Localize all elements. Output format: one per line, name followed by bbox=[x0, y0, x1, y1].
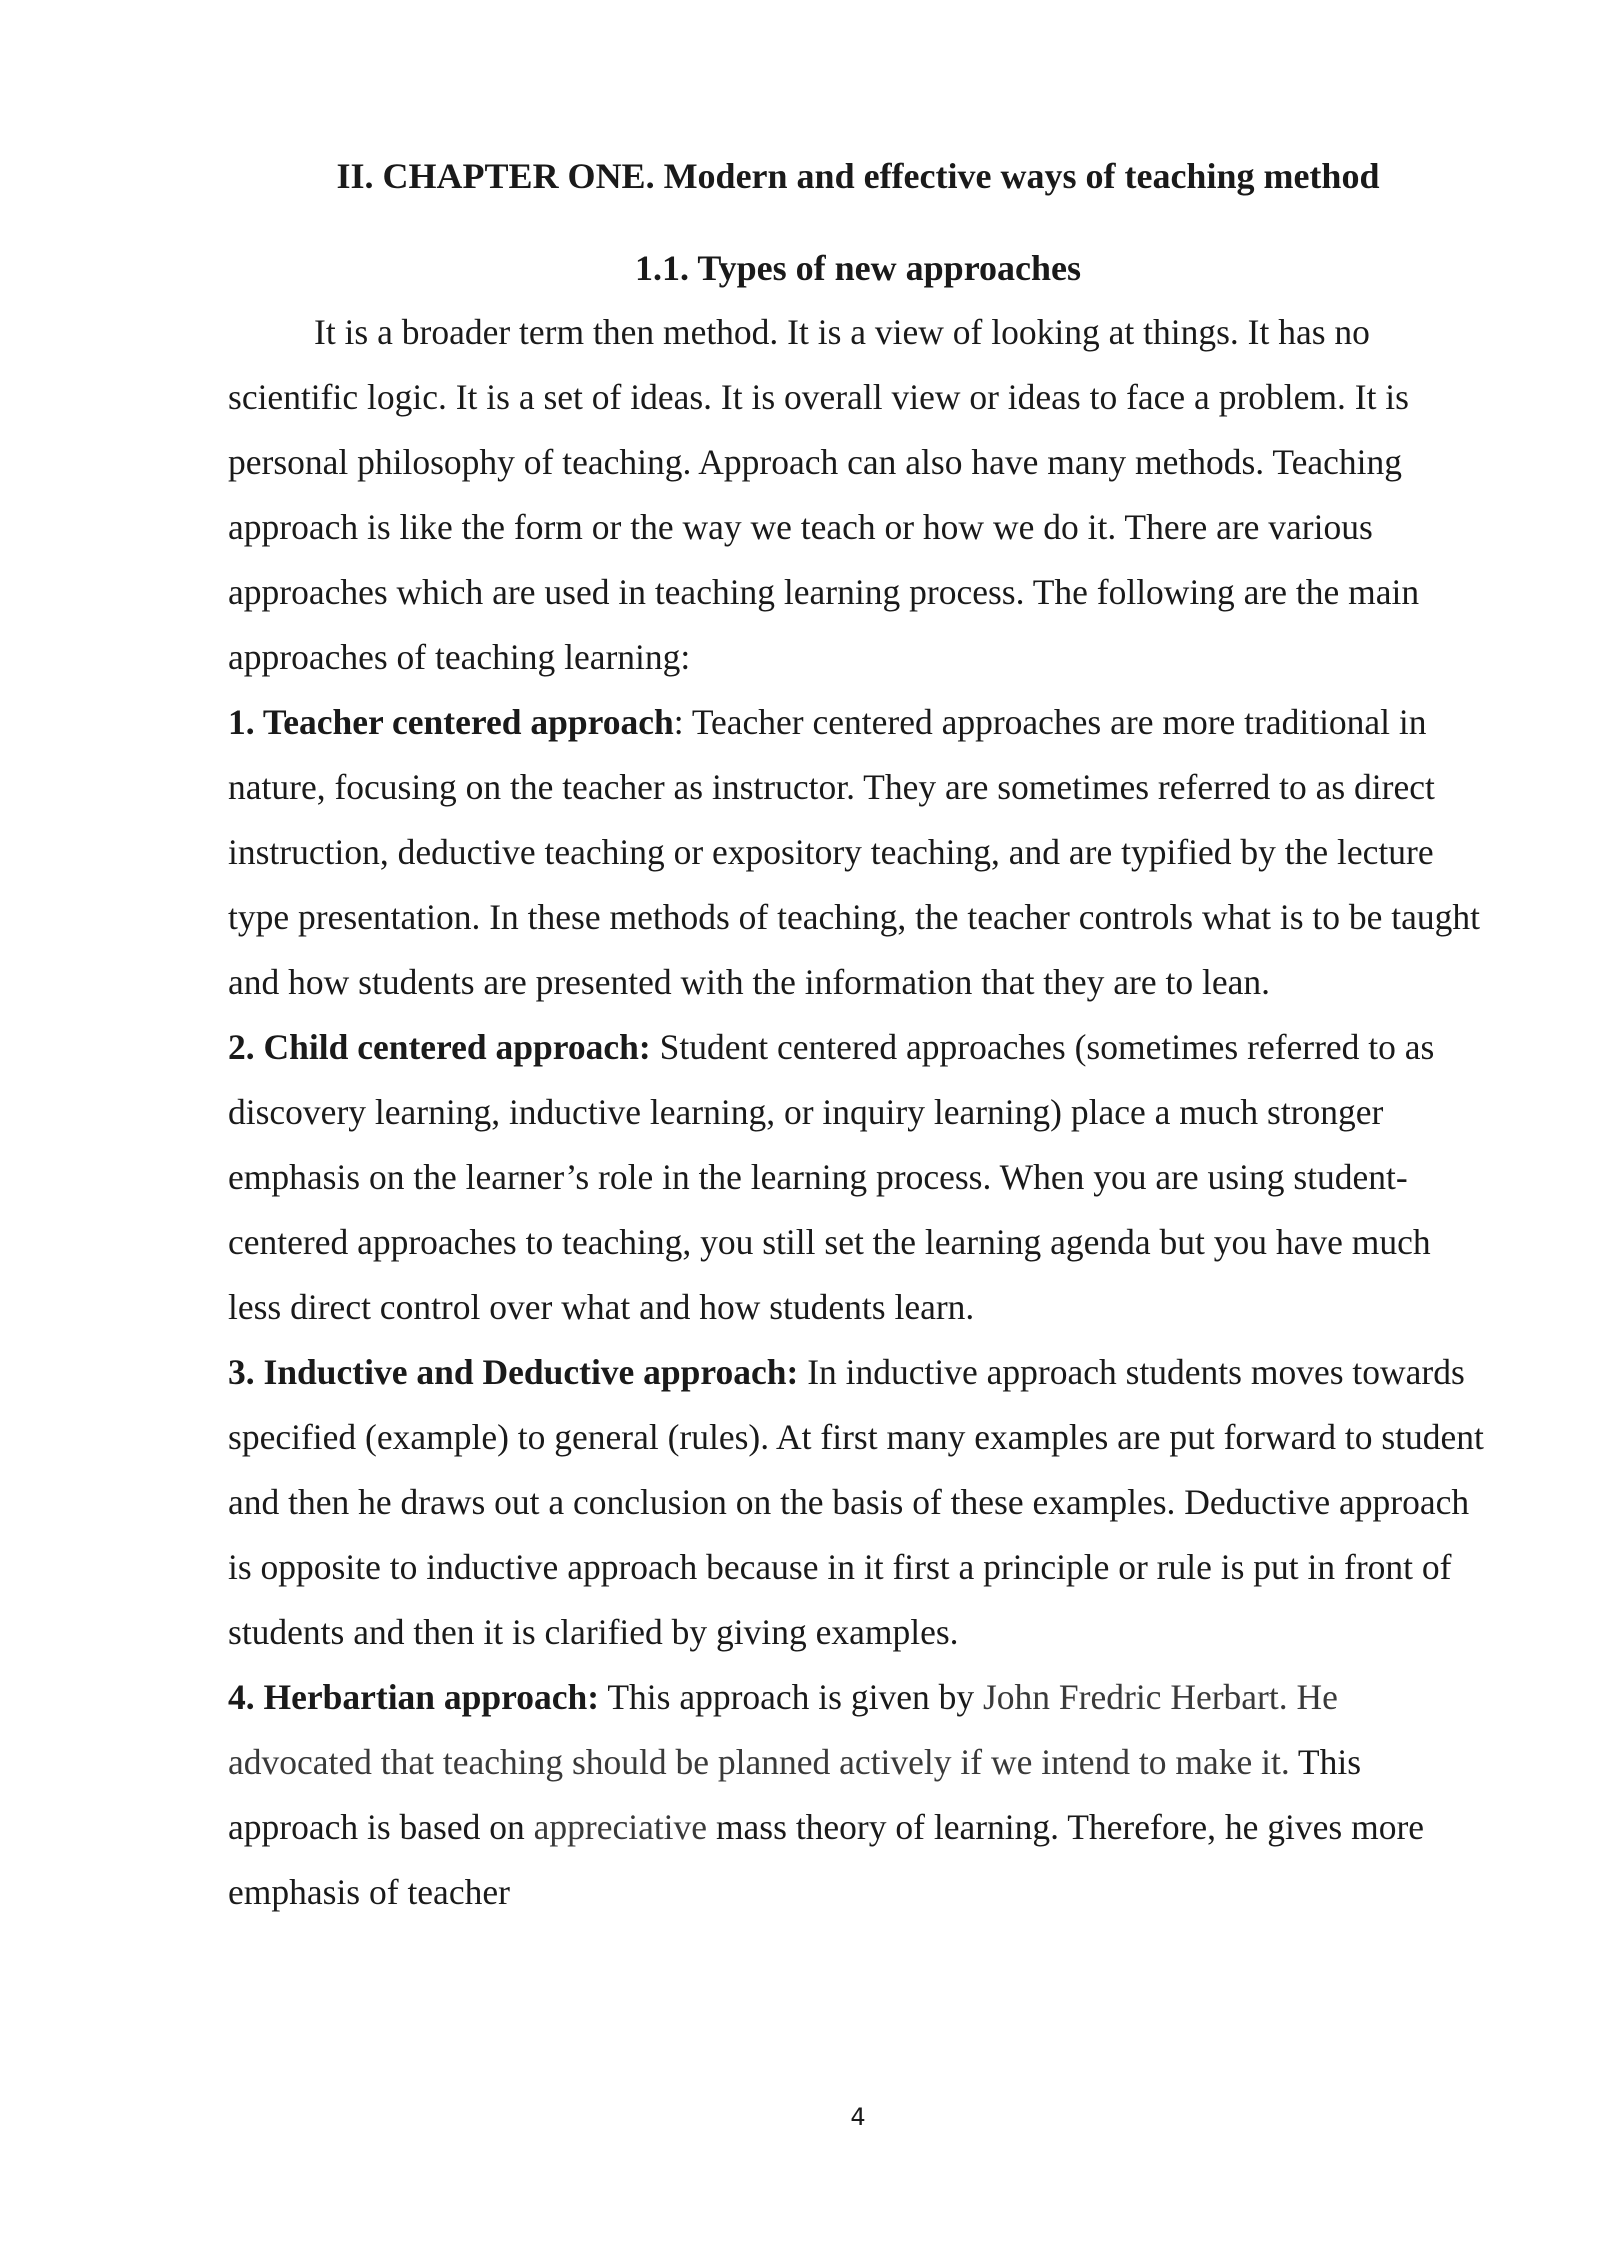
approach-description: In inductive approach students moves towards specified (example) to general (rules). At first many examples are put forward to student and then he draws out a conclusion on the basis of these examples. Deductive approach is opposite to inductive approach because in it first a principle or rule is put in front of students and then it is clarified by giving examples. bbox=[228, 1352, 1484, 1652]
page-number: 4 bbox=[850, 2103, 866, 2131]
approach-item-child-centered bbox=[228, 1015, 1484, 1340]
approach-term: 1. Teacher centered approach bbox=[228, 702, 674, 742]
approach-term: 2. Child centered approach: bbox=[228, 1027, 651, 1067]
document-body bbox=[228, 300, 1484, 1925]
approach-description-quote: John Fredric Herbart. He advocated that teaching should be planned actively if we intend to make it. bbox=[228, 1677, 1338, 1782]
chapter-title: II. CHAPTER ONE. Modern and effective ways of teaching method bbox=[336, 156, 1380, 196]
approach-item-teacher-centered bbox=[228, 690, 1484, 1015]
approach-description-part: mass theory of learning. Therefore, he gives more emphasis of teacher bbox=[228, 1807, 1425, 1912]
approach-description: : Teacher centered approaches are more traditional in nature, focusing on the teacher as instructor. They are sometimes referred to as direct instruction, deductive teaching or expository teaching, and are typified by the lecture type presentation. In these methods of teaching, the teacher controls what is to be taught and how students are presented with the information that they are to lean. bbox=[228, 702, 1480, 1002]
approach-description-part: This approach is given by bbox=[599, 1677, 983, 1717]
approach-term: 4. Herbartian approach: bbox=[228, 1677, 600, 1717]
approach-description-part: This approach is based on bbox=[228, 1742, 1362, 1847]
approach-term: 3. Inductive and Deductive approach: bbox=[228, 1352, 799, 1392]
approach-description: Student centered approaches (sometimes referred to as discovery learning, inductive learning, or inquiry learning) place a much stronger emphasis on the learner’s role in the learning process. When you are using student- centered approaches to teaching, you still set the learning agenda but you have much less direct control over what and how students learn. bbox=[228, 1027, 1435, 1327]
section-title: 1.1. Types of new approaches bbox=[634, 248, 1082, 288]
approach-item-herbartian bbox=[228, 1665, 1484, 1925]
approach-item-inductive-deductive bbox=[228, 1340, 1484, 1665]
intro-paragraph: It is a broader term then method. It is a view of looking at things. It has no scientific logic. It is a set of ideas. It is overall view or ideas to face a problem. It is personal philosophy of teaching. Approach can also have many methods. Teaching approach is like the form or the way we teach or how we do it. There are various approaches which are used in teaching learning process. The following are the main approaches of teaching learning: bbox=[228, 312, 1420, 677]
approach-description-highlight: appreciative bbox=[533, 1807, 708, 1847]
